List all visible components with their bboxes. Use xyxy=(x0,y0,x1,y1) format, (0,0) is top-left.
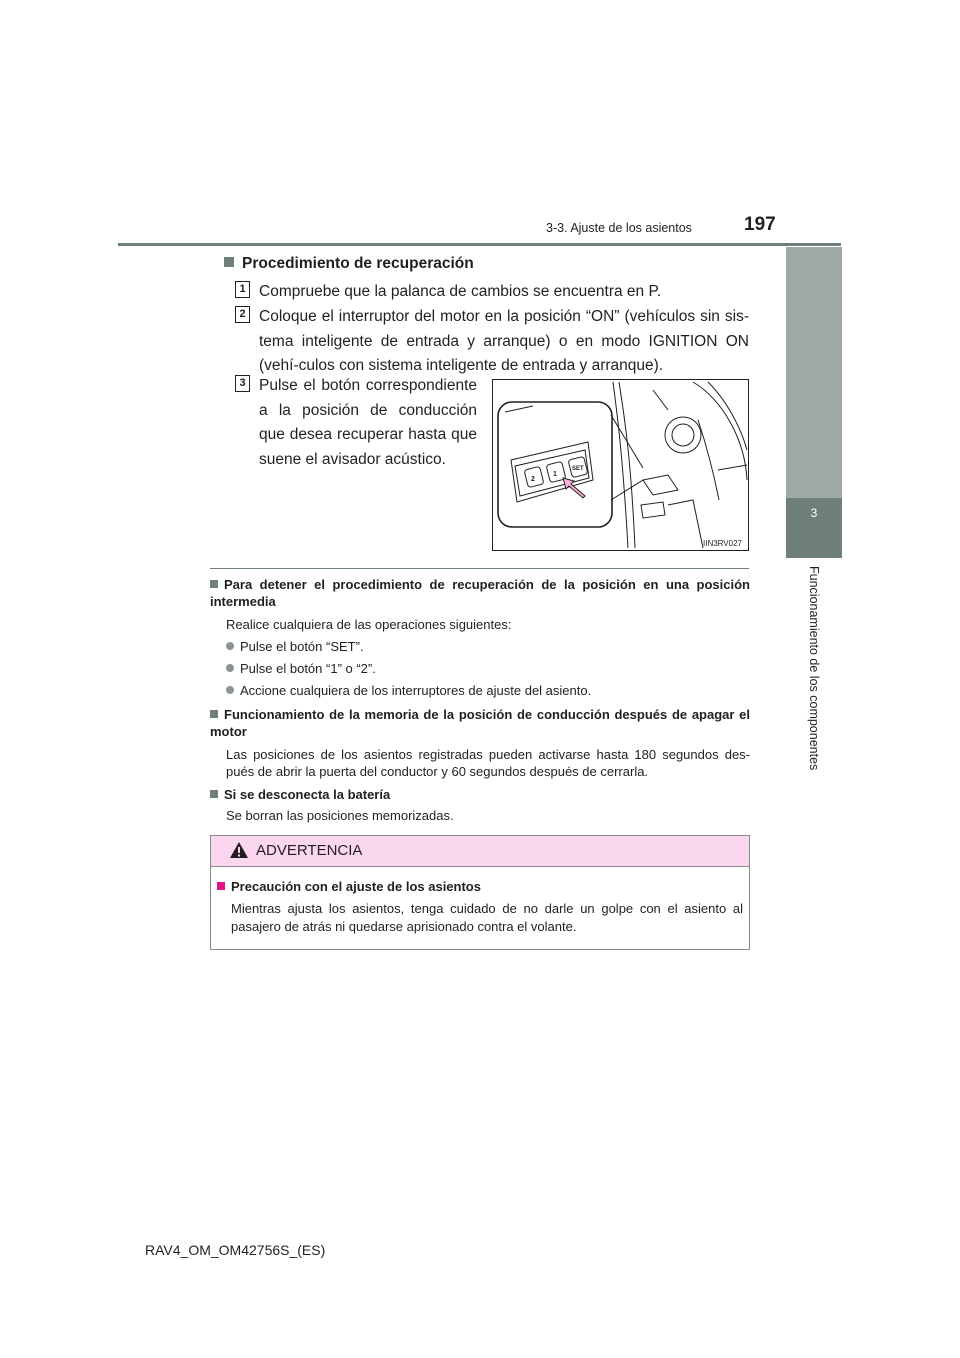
note-heading xyxy=(210,576,750,610)
square-bullet-icon xyxy=(210,710,218,718)
warning-header xyxy=(211,836,749,867)
list-item-text: Pulse el botón “SET”. xyxy=(240,639,364,654)
list-item xyxy=(210,682,750,699)
warning-box xyxy=(210,835,750,950)
note-battery-disconnected xyxy=(210,786,750,824)
note-heading-text: Para detener el procedimiento de recuperación de la posición en una posición intermedia xyxy=(210,577,750,609)
round-bullet-icon xyxy=(226,642,234,650)
step-number-1: 1 xyxy=(235,281,250,298)
list-item-text: Pulse el botón “1” o “2”. xyxy=(240,661,376,676)
button-label-2: 2 xyxy=(531,476,535,483)
note-heading xyxy=(210,706,750,740)
square-bullet-icon xyxy=(224,257,234,267)
step-number-2: 2 xyxy=(235,306,250,323)
note-body: Realice cualquiera de las operaciones siguientes: xyxy=(226,617,512,632)
side-tab-number: 3 xyxy=(786,498,842,558)
press-arrow-icon xyxy=(563,478,585,498)
section-heading xyxy=(224,255,474,273)
square-bullet-icon xyxy=(210,790,218,798)
warning-body xyxy=(217,878,743,936)
square-bullet-icon xyxy=(217,882,225,890)
page-number: 197 xyxy=(744,214,776,235)
running-header-section: 3-3. Ajuste de los asientos xyxy=(546,221,692,235)
list-item xyxy=(210,660,750,677)
note-body: Las posiciones de los asientos registradas pueden activarse hasta 180 segundos des-pués de abrir la puerta del conductor y 60 segundos después de cerrarla. xyxy=(226,747,750,779)
square-bullet-icon xyxy=(210,580,218,588)
list-item-text: Accione cualquiera de los interruptores de ajuste del asiento. xyxy=(240,683,592,698)
header-rule xyxy=(118,243,841,246)
dashboard-drawing xyxy=(493,380,748,550)
document-footer-code: RAV4_OM_OM42756S_(ES) xyxy=(145,1242,326,1258)
step-2-text: Coloque el interruptor del motor en la posición “ON” (vehículos sin sis-tema inteligente de entrada y arranque) o en modo IGNITION ON (vehí-culos con sistema inteligente de entrada y arranque). xyxy=(259,308,749,374)
note-body: Se borran las posiciones memorizadas. xyxy=(226,808,454,823)
warning-title: ADVERTENCIA xyxy=(256,842,363,859)
memory-buttons-illustration xyxy=(492,379,749,551)
list-item xyxy=(210,638,750,655)
step-1-text: Compruebe que la palanca de cambios se encuentra en P. xyxy=(259,283,662,300)
note-heading-text: Funcionamiento de la memoria de la posición de conducción después de apagar el motor xyxy=(210,707,750,739)
warning-triangle-icon xyxy=(229,841,249,859)
step-3-text: Pulse el botón correspondiente a la posición de conducción que desea recuperar hasta que suene el avisador acústico. xyxy=(259,377,477,468)
warning-item-text: Mientras ajusta los asientos, tenga cuidado de no darle un golpe con el asiento al pasajero de atrás ni quedarse aprisionado contra el volante. xyxy=(231,901,743,934)
side-tab-upper xyxy=(786,247,842,498)
separator-rule xyxy=(210,568,749,569)
warning-item-heading xyxy=(217,878,743,896)
note-memory-after-engine-off xyxy=(210,706,750,780)
note-stop-recovery xyxy=(210,576,750,699)
illustration-code: IIN3RV027 xyxy=(703,539,742,548)
step-number-3: 3 xyxy=(235,375,250,392)
round-bullet-icon xyxy=(226,664,234,672)
round-bullet-icon xyxy=(226,686,234,694)
section-heading-text: Procedimiento de recuperación xyxy=(242,255,474,272)
warning-item-heading-text: Precaución con el ajuste de los asientos xyxy=(231,879,481,894)
side-tab-label: Funcionamiento de los componentes xyxy=(807,566,821,771)
note-heading-text: Si se desconecta la batería xyxy=(224,787,391,802)
note-heading xyxy=(210,786,750,803)
button-label-1: 1 xyxy=(553,471,557,478)
button-label-set: SET xyxy=(572,466,584,472)
